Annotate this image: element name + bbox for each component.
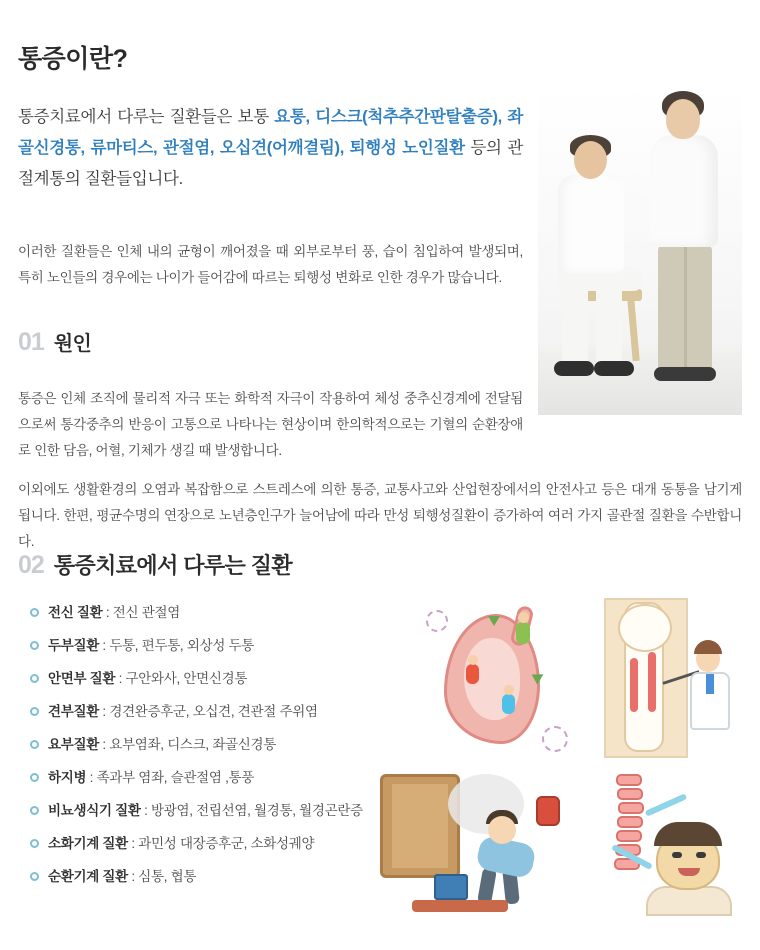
disease-detail: 심통, 협통 bbox=[138, 869, 197, 884]
page-title: 통증이란? bbox=[18, 44, 128, 73]
worker-figure-green bbox=[516, 622, 530, 644]
disease-separator: : bbox=[127, 869, 139, 884]
disease-detail: 전신 관절염 bbox=[112, 605, 180, 620]
vertebra bbox=[617, 816, 643, 828]
back-pain-lifting-illustration bbox=[372, 768, 590, 918]
spine-injection-illustration bbox=[600, 768, 746, 918]
list-item bbox=[30, 704, 410, 720]
photo-man-shoe-left bbox=[554, 361, 594, 376]
disease-separator: : bbox=[102, 605, 113, 620]
bullet-icon bbox=[30, 608, 39, 617]
disease-separator: : bbox=[127, 836, 139, 851]
worker-figure-blue bbox=[502, 694, 515, 714]
heavy-box bbox=[434, 874, 468, 900]
vertebra bbox=[616, 830, 642, 842]
disease-separator: : bbox=[98, 737, 110, 752]
disease-name: 비뇨생식기 질환 bbox=[48, 803, 141, 818]
disease-name: 하지병 bbox=[48, 770, 87, 785]
section-02-heading bbox=[18, 549, 292, 580]
photo-man-body bbox=[558, 175, 624, 273]
stomach-digestive-illustration bbox=[418, 598, 590, 766]
disease-detail: 요부염좌, 디스크, 좌골신경통 bbox=[109, 737, 277, 752]
disease-detail: 과민성 대장증후군, 소화성궤양 bbox=[138, 836, 315, 851]
photo-man-shin-left bbox=[562, 283, 588, 365]
floor-mat bbox=[412, 900, 508, 912]
worker-figure-red bbox=[466, 664, 479, 684]
disease-name: 소화기계 질환 bbox=[48, 836, 128, 851]
red-lantern bbox=[536, 796, 560, 826]
intro-sub-paragraph: 이러한 질환들은 인체 내의 균형이 깨어졌을 때 외부로부터 풍, 습이 침입하여 발생되며, 특히 노인들의 경우에는 나이가 들어감에 따르는 퇴행성 변화로 인한 경우가 많습니다. bbox=[18, 243, 523, 285]
section-01-paragraph-2: 이외에도 생활환경의 오염과 복잡함으로 스트레스에 의한 통증, 교통사고와 산업현장에서의 안전사고 등은 대개 동통을 남기게 됩니다. 한편, 평균수명의 연장으로 노년층인구가 늘어남에 따라 만성 퇴행성질환이 증가하여 여러 가지 골관절 질환을 수반합니다. bbox=[18, 481, 742, 549]
bullet-icon bbox=[30, 806, 39, 815]
list-item bbox=[30, 803, 410, 819]
list-item bbox=[30, 671, 410, 687]
section-01-number: 01 bbox=[18, 328, 44, 356]
bullet-icon bbox=[30, 773, 39, 782]
doctor-tie bbox=[706, 674, 714, 694]
photo-man-shoe-right bbox=[594, 361, 634, 376]
disease-name: 요부질환 bbox=[48, 737, 99, 752]
vertebra bbox=[616, 774, 642, 786]
patient-eye-right bbox=[696, 852, 706, 858]
list-item bbox=[30, 638, 410, 654]
disease-name: 두부질환 bbox=[48, 638, 99, 653]
list-item bbox=[30, 836, 410, 852]
worker-head-blue bbox=[504, 685, 514, 695]
vertebra bbox=[618, 802, 644, 814]
disease-separator: : bbox=[140, 803, 151, 818]
man-head bbox=[488, 816, 516, 844]
list-item bbox=[30, 737, 410, 753]
patient-body bbox=[646, 886, 732, 916]
wooden-door-panel bbox=[392, 784, 448, 868]
section-01-heading bbox=[18, 327, 91, 357]
disease-separator: : bbox=[86, 770, 97, 785]
section-01-paragraph-1: 통증은 인체 조직에 물리적 자극 또는 화학적 자극이 작용하여 체성 중추신경계에 전달됨으로써 통각중추의 반응이 고통으로 나타나는 현상이며 한의학적으로는 기혈의 순환장애로 인한 담음, 어혈, 기체가 생길 때 발생합니다. bbox=[18, 390, 523, 458]
disease-name: 안면부 질환 bbox=[48, 671, 116, 686]
patient-eye-left bbox=[672, 852, 682, 858]
doctor-hair bbox=[694, 640, 722, 654]
bone-head bbox=[618, 604, 672, 652]
intro-lead-highlight: 요통, 디스크(척추추간판탈출증), 좌골신경통, 류마티스, 관절염, 오십견(어깨결림), 퇴행성 노인질환 bbox=[18, 107, 523, 157]
disease-name: 견부질환 bbox=[48, 704, 99, 719]
disease-detail: 구안와사, 안면신경통 bbox=[125, 671, 248, 686]
flow-arrow-1 bbox=[488, 616, 500, 626]
disease-detail: 두통, 편두통, 외상성 두통 bbox=[109, 638, 254, 653]
photo-man-head bbox=[574, 141, 607, 179]
worker-head-green bbox=[518, 612, 529, 623]
photo-man-shin-right bbox=[596, 283, 622, 365]
list-item bbox=[30, 605, 410, 621]
disease-separator: : bbox=[98, 704, 110, 719]
section-01-title: 원인 bbox=[53, 333, 92, 355]
bone-joint-doctor-illustration bbox=[600, 592, 742, 766]
disease-separator: : bbox=[115, 671, 126, 686]
intro-lead-paragraph bbox=[18, 102, 523, 195]
bone-marrow-line-1 bbox=[630, 658, 638, 712]
bullet-icon bbox=[30, 641, 39, 650]
disease-detail: 경견완증후군, 오십견, 견관절 주위염 bbox=[109, 704, 318, 719]
patient-hair bbox=[654, 822, 722, 846]
disease-detail: 방광염, 전립선염, 월경통, 월경곤란증 bbox=[151, 803, 363, 818]
section-02-number: 02 bbox=[18, 551, 44, 579]
disease-list bbox=[30, 605, 410, 902]
photo-woman-leg-split bbox=[684, 243, 687, 371]
list-item bbox=[30, 869, 410, 885]
photo-woman-head bbox=[666, 99, 700, 139]
section-02-title: 통증치료에서 다루는 질환 bbox=[53, 553, 293, 578]
bullet-icon bbox=[30, 707, 39, 716]
decor-circle-1 bbox=[426, 610, 448, 632]
bone-marrow-line-2 bbox=[648, 652, 656, 712]
bullet-icon bbox=[30, 839, 39, 848]
list-item bbox=[30, 770, 410, 786]
bullet-icon bbox=[30, 674, 39, 683]
vertebra bbox=[617, 788, 643, 800]
worker-head-red bbox=[468, 655, 478, 665]
syringe-upper bbox=[645, 793, 688, 816]
intro-lead-suffix: 등의 관절계통의 질환들입니다. bbox=[18, 138, 523, 188]
disease-detail: 족과부 염좌, 슬관절염 ,통풍 bbox=[96, 770, 254, 785]
disease-name: 순환기계 질환 bbox=[48, 869, 128, 884]
photo-woman-shoes bbox=[654, 367, 716, 381]
elderly-couple-photo bbox=[538, 85, 742, 415]
bullet-icon bbox=[30, 872, 39, 881]
intro-lead-prefix: 통증치료에서 다루는 질환들은 보통 bbox=[18, 107, 275, 126]
decor-circle-2 bbox=[542, 726, 568, 752]
bullet-icon bbox=[30, 740, 39, 749]
disease-name: 전신 질환 bbox=[48, 605, 103, 620]
disease-separator: : bbox=[98, 638, 110, 653]
